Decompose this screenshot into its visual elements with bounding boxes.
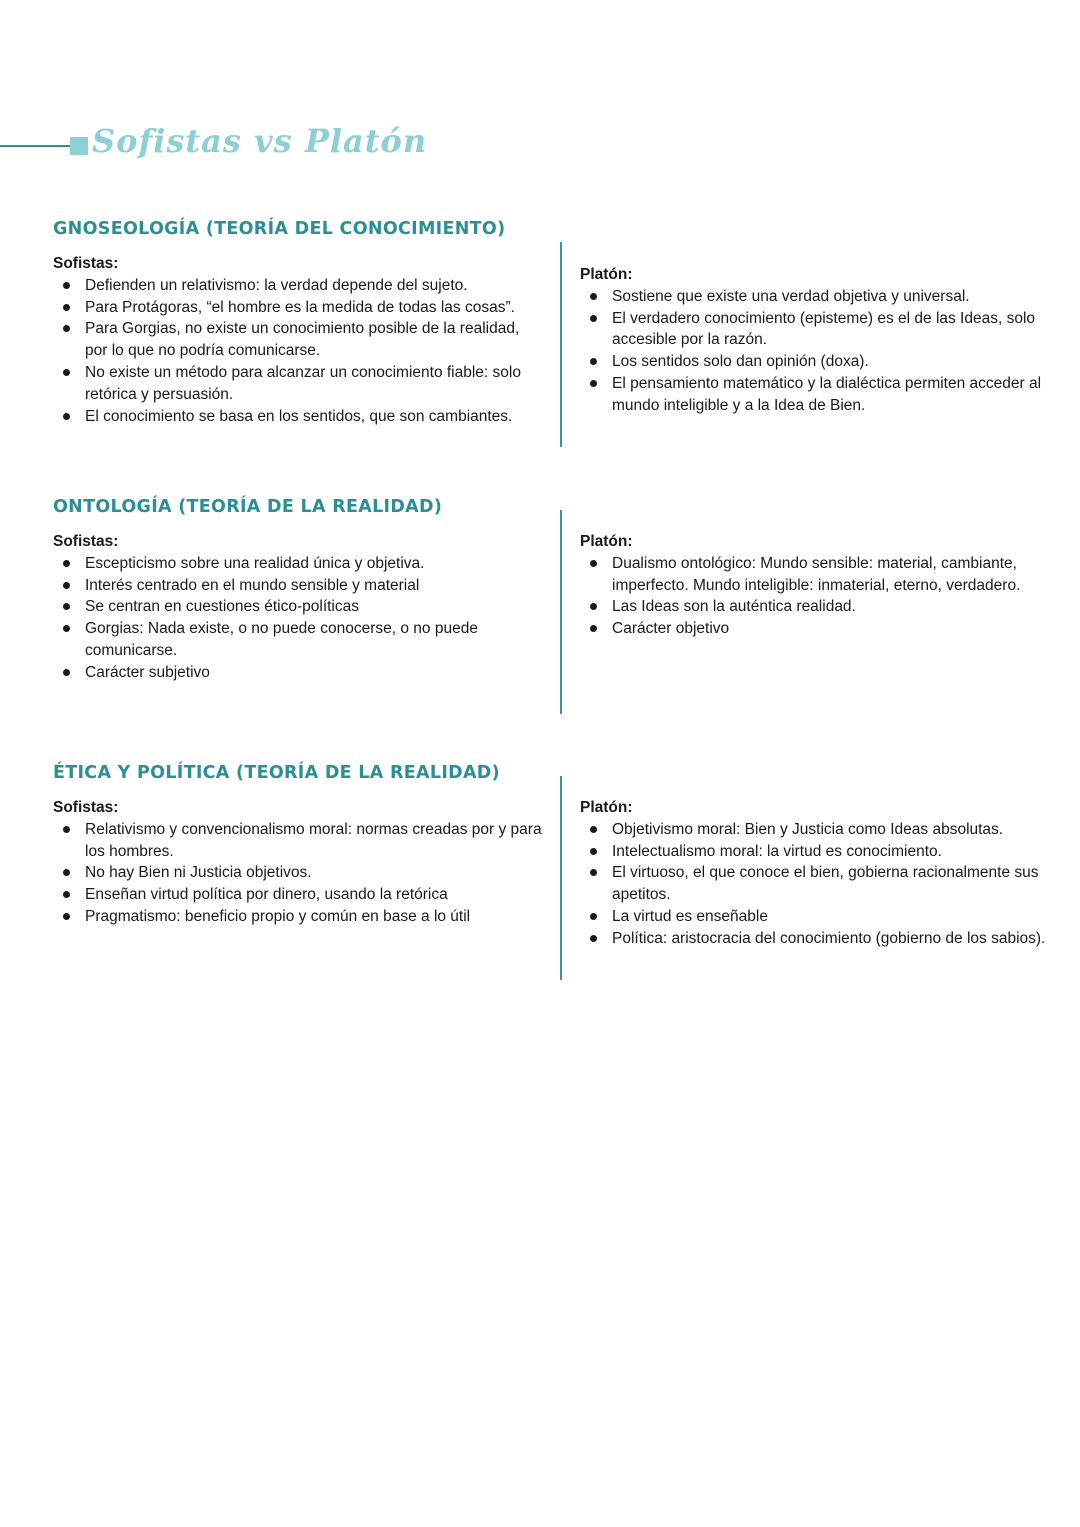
list-item: Para Gorgias, no existe un conocimiento posible de la realidad, por lo que no podría comunicarse. — [53, 318, 543, 362]
list-item: Carácter objetivo — [580, 618, 1050, 640]
sofistas-list — [53, 275, 543, 428]
list-item: Para Protágoras, “el hombre es la medida de todas las cosas”. — [53, 297, 543, 319]
platon-list — [580, 286, 1050, 417]
list-item: Gorgias: Nada existe, o no puede conocerse, o no puede comunicarse. — [53, 618, 543, 662]
column-title: Sofistas: — [53, 533, 119, 550]
sofistas-column — [53, 253, 543, 427]
list-item: Las Ideas son la auténtica realidad. — [580, 596, 1050, 618]
column-title: Sofistas: — [53, 799, 119, 816]
platon-column — [580, 264, 1050, 417]
section-heading: ÉTICA Y POLÍTICA (TEORÍA DE LA REALIDAD) — [53, 763, 500, 783]
list-item: No hay Bien ni Justicia objetivos. — [53, 862, 543, 884]
column-title: Platón: — [580, 799, 633, 816]
platon-list — [580, 553, 1050, 640]
column-divider — [560, 242, 562, 447]
section-heading: GNOSEOLOGÍA (TEORÍA DEL CONOCIMIENTO) — [53, 219, 506, 239]
list-item: Sostiene que existe una verdad objetiva y universal. — [580, 286, 1050, 308]
sofistas-list — [53, 819, 543, 928]
list-item: Interés centrado en el mundo sensible y material — [53, 575, 543, 597]
column-divider — [560, 510, 562, 714]
list-item: Los sentidos solo dan opinión (doxa). — [580, 351, 1050, 373]
column-title: Platón: — [580, 266, 633, 283]
column-title: Sofistas: — [53, 255, 119, 272]
platon-list — [580, 819, 1050, 950]
list-item: El conocimiento se basa en los sentidos, que son cambiantes. — [53, 406, 543, 428]
list-item: El virtuoso, el que conoce el bien, gobierna racionalmente sus apetitos. — [580, 862, 1050, 906]
list-item: Carácter subjetivo — [53, 662, 543, 684]
list-item: Relativismo y convencionalismo moral: normas creadas por y para los hombres. — [53, 819, 543, 863]
list-item: Objetivismo moral: Bien y Justicia como Ideas absolutas. — [580, 819, 1050, 841]
sofistas-column — [53, 797, 543, 928]
column-title: Platón: — [580, 533, 633, 550]
sofistas-column — [53, 531, 543, 684]
platon-column — [580, 531, 1050, 640]
list-item: Escepticismo sobre una realidad única y objetiva. — [53, 553, 543, 575]
list-item: No existe un método para alcanzar un conocimiento fiable: solo retórica y persuasión. — [53, 362, 543, 406]
title-square-icon — [70, 137, 88, 155]
list-item: La virtud es enseñable — [580, 906, 1050, 928]
column-divider — [560, 776, 562, 980]
page-title: Sofistas vs Platón — [92, 122, 428, 160]
list-item: Intelectualismo moral: la virtud es conocimiento. — [580, 841, 1050, 863]
list-item: El pensamiento matemático y la dialéctica permiten acceder al mundo inteligible y a la Idea de Bien. — [580, 373, 1050, 417]
list-item: Defienden un relativismo: la verdad depende del sujeto. — [53, 275, 543, 297]
title-rule — [0, 145, 72, 147]
sofistas-list — [53, 553, 543, 684]
section-heading: ONTOLOGÍA (TEORÍA DE LA REALIDAD) — [53, 497, 443, 517]
list-item: Enseñan virtud política por dinero, usando la retórica — [53, 884, 543, 906]
list-item: Dualismo ontológico: Mundo sensible: material, cambiante, imperfecto. Mundo inteligible: inmaterial, eterno, verdadero. — [580, 553, 1050, 597]
list-item: El verdadero conocimiento (episteme) es el de las Ideas, solo accesible por la razón. — [580, 308, 1050, 352]
list-item: Política: aristocracia del conocimiento (gobierno de los sabios). — [580, 928, 1050, 950]
list-item: Pragmatismo: beneficio propio y común en base a lo útil — [53, 906, 543, 928]
platon-column — [580, 797, 1050, 950]
list-item: Se centran en cuestiones ético-políticas — [53, 596, 543, 618]
